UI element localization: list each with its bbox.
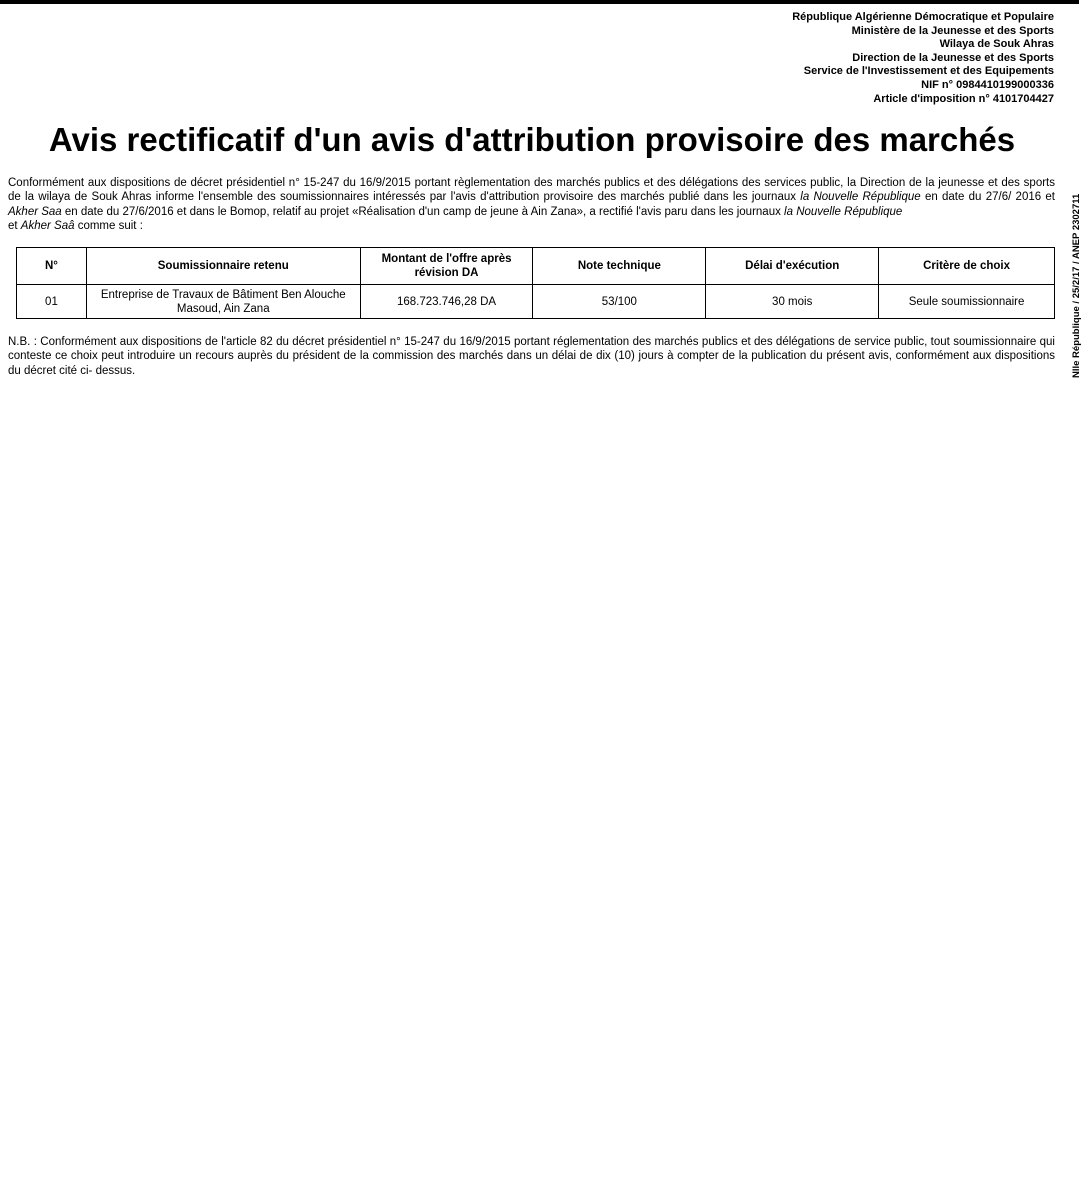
cell-bidder: Entreprise de Travaux de Bâtiment Ben Alouche Masoud, Ain Zana — [86, 285, 360, 319]
issuer-header — [792, 11, 1054, 106]
cell-criterion: Seule soumissionnaire — [879, 285, 1055, 319]
intro-paragraph — [8, 176, 1055, 234]
cell-technical-score: 53/100 — [533, 285, 706, 319]
journal-name-3: la Nouvelle République — [784, 205, 903, 218]
results-table — [16, 247, 1055, 319]
header-line-article: Article d'imposition n° 4101704427 — [873, 92, 1054, 105]
cell-delay: 30 mois — [706, 285, 879, 319]
journal-name-2: Akher Saa — [8, 205, 62, 218]
side-publication-note: Nlle République / 25/2/17 / ANEP 2302711 — [1071, 193, 1082, 378]
header-line-republic: République Algérienne Démocratique et Populaire — [792, 11, 1054, 23]
header-bidder: Soumissionnaire retenu — [86, 248, 360, 285]
header-number: N° — [17, 248, 87, 285]
cell-amount: 168.723.746,28 DA — [360, 285, 533, 319]
header-line-nif: NIF n° 0984410199000336 — [921, 78, 1054, 91]
header-line-direction: Direction de la Jeunesse et des Sports — [852, 51, 1054, 64]
header-delay: Délai d'exécution — [706, 248, 879, 285]
intro-text-1: Conformément aux dispositions de décret présidentiel n° 15-247 du 16/9/2015 portant règlementation des marchés publics et des délégations des services public, la Direction de la jeunesse et des sports de la wilaya de Souk Ahras informe l'ensemble des soumissionnaires intéressés par l'avis d'attribution provisoire des marchés publié dans les journaux — [8, 177, 1055, 204]
header-technical-score: Note technique — [533, 248, 706, 285]
intro-text-5: comme suit : — [77, 220, 143, 233]
journal-name-4: Akher Saâ — [20, 220, 75, 233]
intro-text-2: en date du 27/6/ 2016 et — [924, 191, 1055, 204]
header-line-wilaya: Wilaya de Souk Ahras — [939, 38, 1054, 51]
intro-text-4: et — [8, 220, 18, 233]
nb-paragraph: N.B. : Conformément aux dispositions de l'article 82 du décret présidentiel n° 15-247 du 16/9/2015 portant réglementation des marchés publics et des délégations de service public, tout soumissionnaire qui conteste ce choix peut introduire un recours auprès du président de la commission des marchés dans un délai de dix (10) jours à compter de la publication du présent avis, conformément aux dispositions du décret cité ci- dessus. — [8, 336, 1055, 377]
header-line-service: Service de l'Investissement et des Equipements — [803, 65, 1054, 78]
table-header-row — [17, 248, 1055, 285]
header-line-ministry: Ministère de la Jeunesse et des Sports — [851, 24, 1054, 37]
header-amount: Montant de l'offre après révision DA — [360, 248, 533, 285]
top-border — [0, 0, 1079, 4]
cell-number: 01 — [17, 285, 87, 319]
table-row — [17, 285, 1055, 319]
notice-title: Avis rectificatif d'un avis d'attribution provisoire des marchés — [48, 121, 1016, 158]
journal-name-1: la Nouvelle République — [800, 191, 921, 204]
header-criterion: Critère de choix — [879, 248, 1055, 285]
intro-text-3: en date du 27/6/2016 et dans le Bomop, relatif au projet «Réalisation d'un camp de jeune à Ain Zana», a rectifié l'avis paru dans les journaux — [64, 205, 781, 218]
